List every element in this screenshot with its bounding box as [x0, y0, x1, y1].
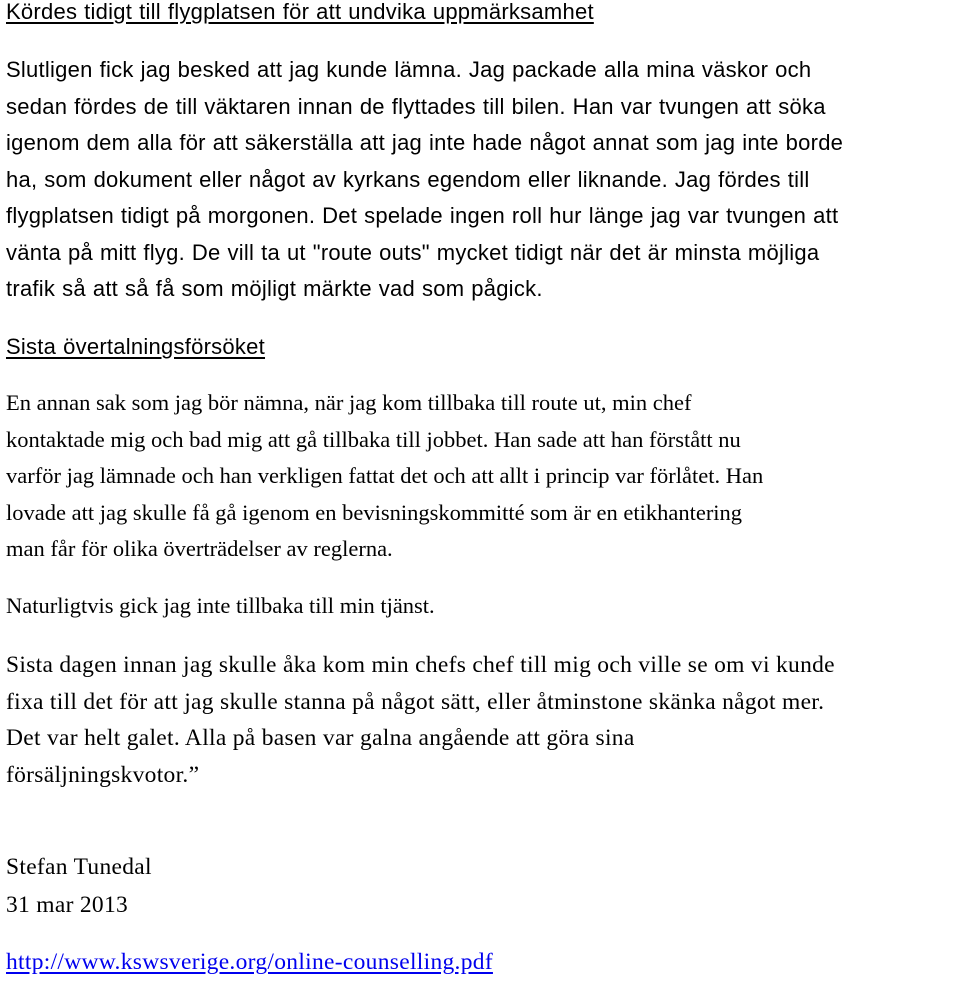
paragraph-line: man får för olika överträdelser av reglerna.: [6, 536, 393, 561]
paragraph-last-day: [6, 647, 835, 793]
paragraph-line: lovade att jag skulle få gå igenom en bevisningskommitté som är en etikhantering: [6, 499, 743, 525]
paragraph-line: fixa till det för att jag skulle stanna på något sätt, eller åtminstone skänka något mer.: [6, 688, 825, 715]
paragraph-line: trafik så att så få som möjligt märkte vad som pågick.: [6, 276, 543, 301]
section-heading-airport: Kördes tidigt till flygplatsen för att undvika uppmärksamhet: [6, 0, 594, 24]
section-heading-persuasion: Sista övertalningsförsöket: [6, 334, 266, 359]
paragraph-line: Slutligen fick jag besked att jag kunde lämna. Jag packade alla mina väskor och: [6, 57, 812, 82]
source-link[interactable]: http://www.kswsverige.org/online-counselling.pdf: [6, 949, 493, 975]
paragraph-boss-contact: [6, 385, 763, 568]
signature-date: 31 mar 2013: [6, 892, 129, 918]
paragraph-line: flygplatsen tidigt på morgonen. Det spelade ingen roll hur länge jag var tvungen att: [6, 203, 839, 228]
paragraph-line: vänta på mitt flyg. De vill ta ut "route outs" mycket tidigt när det är minsta möjliga: [6, 239, 820, 265]
paragraph-line: ha, som dokument eller något av kyrkans egendom eller liknande. Jag fördes till: [6, 166, 810, 192]
paragraph-line: sedan fördes de till väktaren innan de flyttades till bilen. Han var tvungen att söka: [6, 93, 826, 119]
paragraph-line: En annan sak som jag bör nämna, när jag kom tillbaka till route ut, min chef: [6, 390, 692, 415]
paragraph-line: kontaktade mig och bad mig att gå tillbaka till jobbet. Han sade att han förstått nu: [6, 426, 741, 452]
signature-author: Stefan Tunedal: [6, 854, 152, 880]
paragraph-line: försäljningskvotor.”: [6, 761, 200, 788]
paragraph-line: varför jag lämnade och han verkligen fattat det och att allt i princip var förlåtet. Han: [6, 463, 764, 488]
paragraph-did-not-return: Naturligtvis gick jag inte tillbaka till min tjänst.: [6, 593, 435, 618]
paragraph-line: Sista dagen innan jag skulle åka kom min chefs chef till mig och ville se om vi kunde: [6, 652, 835, 678]
paragraph-line: Det var helt galet. Alla på basen var galna angående att göra sina: [6, 725, 635, 751]
paragraph-line: igenom dem alla för att säkerställa att jag inte hade något annat som jag inte borde: [6, 130, 844, 155]
paragraph-airport: [6, 52, 843, 308]
